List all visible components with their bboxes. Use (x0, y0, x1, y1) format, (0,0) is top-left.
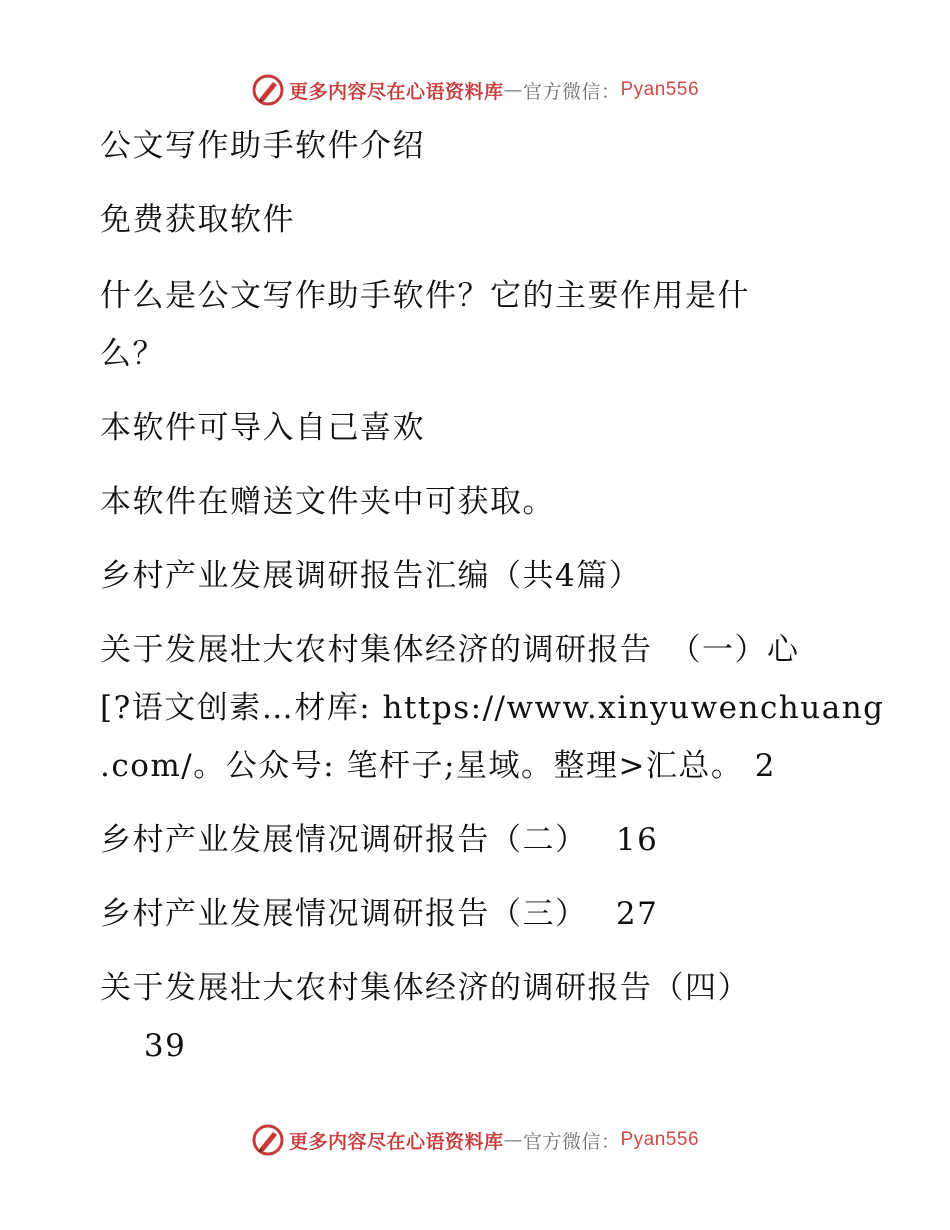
doc-line-free-download: 免费获取软件 (100, 202, 295, 238)
watermark-dash: — (503, 79, 523, 101)
pen-logo-icon (251, 73, 285, 107)
watermark-wechat-label: 官方微信： (522, 80, 621, 103)
toc-entry-4: 关于发展壮大农村集体经济的调研报告（四） (100, 970, 750, 1006)
watermark-wechat-id: Pyan556 (620, 79, 700, 100)
watermark-site-text: 更多内容尽在心语资料库 (288, 1130, 504, 1153)
toc-entry-3: 乡村产业发展情况调研报告（三） 27 (100, 896, 659, 932)
pen-logo-icon (251, 1123, 285, 1157)
doc-line-software-title: 公文写作助手软件介绍 (100, 128, 425, 164)
toc-entry-4-page: 39 (100, 1028, 187, 1064)
doc-line-question: 什么是公文写作助手软件？它的主要作用是什 (100, 278, 750, 314)
doc-line-compilation-title: 乡村产业发展调研报告汇编（共4篇） (100, 558, 642, 594)
toc-entry-2: 乡村产业发展情况调研报告（二） 16 (100, 822, 659, 858)
doc-line-question-cont: 么？ (100, 336, 165, 372)
toc-entry-1-cont-a: [?语文创素…材库: https://www.xinyuwenchuang (100, 690, 885, 726)
watermark-wechat-id: Pyan556 (620, 1129, 700, 1150)
watermark-site-text: 更多内容尽在心语资料库 (288, 80, 504, 103)
doc-line-gift-folder: 本软件在赠送文件夹中可获取。 (100, 484, 555, 520)
footer-watermark (0, 1118, 950, 1162)
toc-entry-1-cont-b: .com/。公众号: 笔杆子;星域。整理>汇总。 2 (100, 748, 777, 784)
watermark-wechat-label: 官方微信： (522, 1130, 621, 1153)
doc-line-import: 本软件可导入自己喜欢 (100, 410, 425, 446)
toc-entry-1: 关于发展壮大农村集体经济的调研报告 （一）心 (100, 632, 800, 668)
watermark-dash: — (503, 1129, 523, 1151)
header-watermark (0, 68, 950, 112)
